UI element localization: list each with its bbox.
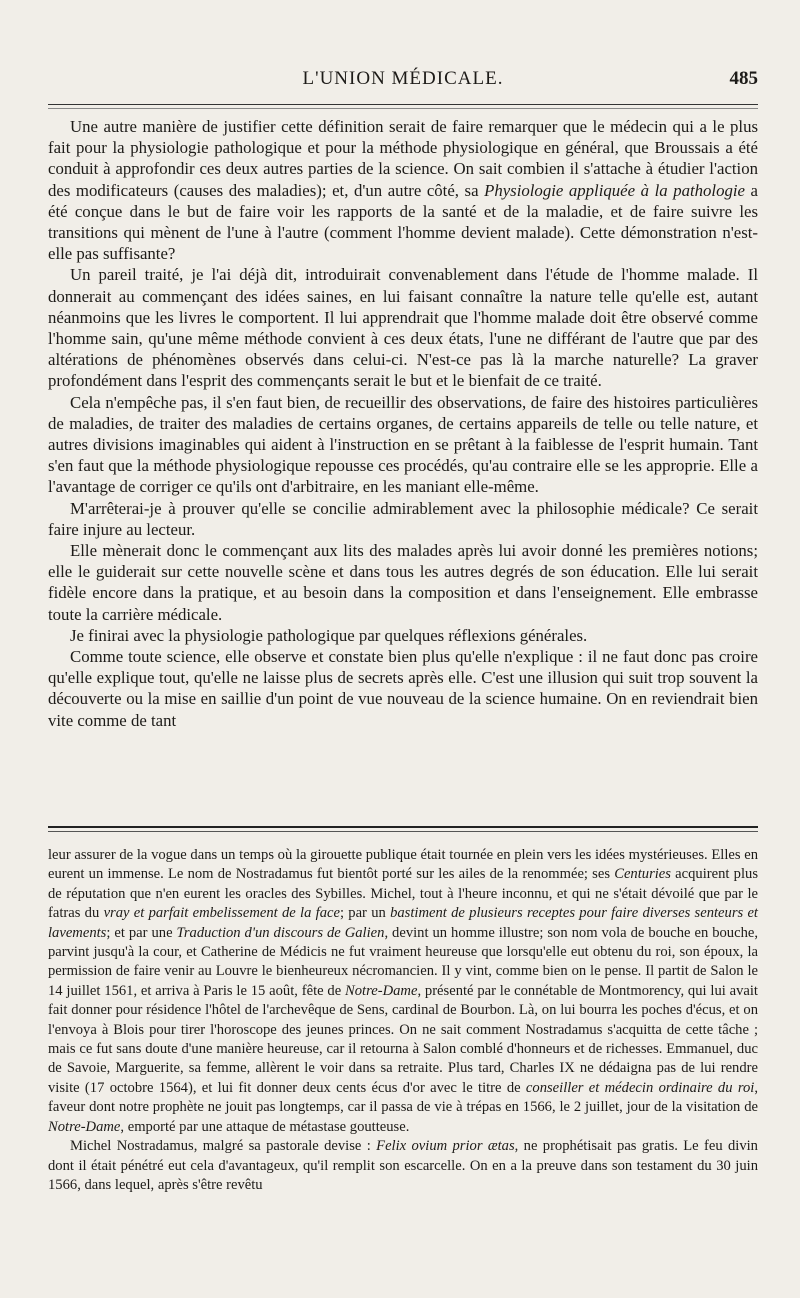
italic-devise: Felix ovium prior ætas bbox=[376, 1138, 515, 1155]
footnote-separator-secondary bbox=[48, 831, 758, 832]
journal-title: L'UNION MÉDICALE. bbox=[302, 68, 504, 89]
paragraph-2: Un pareil traité, je l'ai déjà dit, introduirait convenablement dans l'étude de l'homme malade. Il donnerait au commençant des idées saines, en lui faisant connaître la nature telle qu'elle est, autant néanmoins que les livres le comportent. Il lui apprendrait que l'homme malade doit être observé comme l'homme sain, qu'une même méthode convient à ces deux états, l'une ne différant de l'autre que par des altérations de phénomènes observés dans celui-ci. N'est-ce pas là la marche naturelle? La graver profondément dans l'esprit des commençants serait le but et le bienfait de ce traité. bbox=[48, 265, 758, 391]
italic-traduction: Traduction d'un discours de Galien bbox=[176, 924, 385, 941]
footnote-separator bbox=[48, 826, 758, 828]
header-rule bbox=[48, 104, 758, 105]
footnote bbox=[48, 846, 758, 1195]
italic-bastiment: bastiment de plusieurs receptes pour faire diverses senteurs et lavements bbox=[48, 905, 758, 941]
footnote-paragraph-1: leur assurer de la vogue dans un temps où la girouette publique était tournée en plein vers les idées mystérieuses. Elles en eurent un immense. Le nom de Nostradamus fut bientôt porté sur les ailes de la renommée; ses Centuries acquirent plus de réputation que n'en eurent les oracles des Sybilles. Michel, tout à l'heure inconnu, et qui ne s'était dévoilé que par le fatras du vray et parfait embelissement de la face; par un bastiment de plusieurs receptes pour faire diverses senteurs et lavements; et par une Traduction d'un discours de Galien, devint un homme illustre; son nom vola de bouche en bouche, parvint jusqu'à la cour, et Catherine de Médicis ne fut vraiment heureuse que lorsqu'elle eut obtenu du roi, son époux, la permission de faire venir au Louvre le bienheureux nécromancien. Il y vint, comme bien on le pense. Il partit de Salon le 14 juillet 1561, et arriva à Paris le 15 août, fête de Notre-Dame, présenté par le connétable de Montmorency, qui lui avait fait donner pour résidence l'hôtel de l'archevêque de Sens, cardinal de Bourbon. Là, on lui bourra les poches d'écus, et on l'envoya à Blois pour tirer l'horoscope des jeunes princes. On ne sait comment Nostradamus s'acquitta de cette tâche ; mais ce fut sans doute d'une manière heureuse, car il retourna à Salon comblé d'honneurs et de richesses. Emmanuel, duc de Savoie, Marguerite, sa femme, allèrent le voir dans sa retraite. Plus tard, Charles IX ne dédaigna pas de lui rendre visite (17 octobre 1564), et lui fit donner deux cents écus d'or avec le titre de conseiller et médecin ordinaire du roi, faveur dont notre prophète ne jouit pas longtemps, car il passa de vie à trépas en 1566, le 2 juillet, jour de la visitation de Notre-Dame, emporté par une attaque de métastase goutteuse. bbox=[48, 847, 759, 1135]
paragraph-5: Elle mènerait donc le commençant aux lits des malades après lui avoir donné les premières notions; elle le guiderait sur cette nouvelle scène et dans tous les autres degrés de son éducation. Elle lui serait fidèle encore dans la pratique, et au besoin dans la composition et dans l'enseignement. Elle embrasse toute la carrière médicale. bbox=[48, 541, 758, 624]
header-rule-secondary bbox=[48, 108, 758, 109]
page-number: 485 bbox=[729, 68, 758, 89]
italic-conseiller: conseiller et médecin ordinaire du roi bbox=[525, 1079, 755, 1096]
book-title-physiologie: Physiologie appliquée à la pathologie bbox=[484, 180, 745, 200]
paragraph-7: Comme toute science, elle observe et constate bien plus qu'elle n'explique : il ne faut donc pas croire qu'elle explique tout, qu'elle ne laisse plus de secrets après elle. C'est une illusion qui suit trop souvent la découverte ou la mise en saillie d'un point de vue nouveau de la science humaine. On en reviendrait bien vite comme de tant bbox=[48, 647, 758, 730]
paragraph-1: Une autre manière de justifier cette définition serait de faire remarquer que le médecin qui a le plus fait pour la physiologie pathologique et pour la méthode physiologique en général, que Broussais a été conduit à approfondir ces deux autres parties de la science. On sait combien il s'attache à étudier l'action des modificateurs (causes des maladies); et, d'un autre côté, sa Physiologie appliquée à la pathologie a été conçue dans le but de faire voir les rapports de la santé et de la maladie, et de faire suivre les transitions qui mènent de l'une à l'autre (comment l'homme devient malade). Cette démonstration n'est-elle pas suffisante? bbox=[48, 117, 758, 264]
paragraph-6: Je finirai avec la physiologie pathologique par quelques réflexions générales. bbox=[70, 625, 588, 645]
paragraph-3: Cela n'empêche pas, il s'en faut bien, de recueillir des observations, de faire des histoires particulières de maladies, de traiter des maladies de certains organes, de certains appareils de telle ou telle nature, et autres divisions imaginables qui aident à l'instruction en se prêtant à la faiblesse de l'esprit humain. Tant s'en faut que la méthode physiologique repousse ces procédés, qu'au contraire elle se les approprie. Elle a l'avantage de corriger ce qu'ils ont d'arbitraire, en les maniant elle-même. bbox=[48, 392, 758, 497]
running-header bbox=[48, 68, 758, 96]
paragraph-4: M'arrêterai-je à prouver qu'elle se concilie admirablement avec la philosophie médicale? Ce serait faire injure au lecteur. bbox=[48, 498, 758, 539]
italic-notre-dame-2: Notre-Dame bbox=[48, 1118, 121, 1135]
italic-notre-dame: Notre-Dame bbox=[345, 982, 418, 999]
italic-embelissement: vray et parfait embelissement de la face bbox=[103, 905, 340, 922]
italic-centuries: Centuries bbox=[614, 866, 671, 883]
footnote-paragraph-2: Michel Nostradamus, malgré sa pastorale devise : Felix ovium prior ætas, ne prophétisait pas gratis. Le feu divin dont il était pénétré eut cela d'avantageux, qu'il remplit son escarcelle. On en a la preuve dans son testament du 30 juin 1566, dans lequel, après s'être revêtu bbox=[48, 1138, 758, 1193]
main-text bbox=[48, 116, 758, 731]
